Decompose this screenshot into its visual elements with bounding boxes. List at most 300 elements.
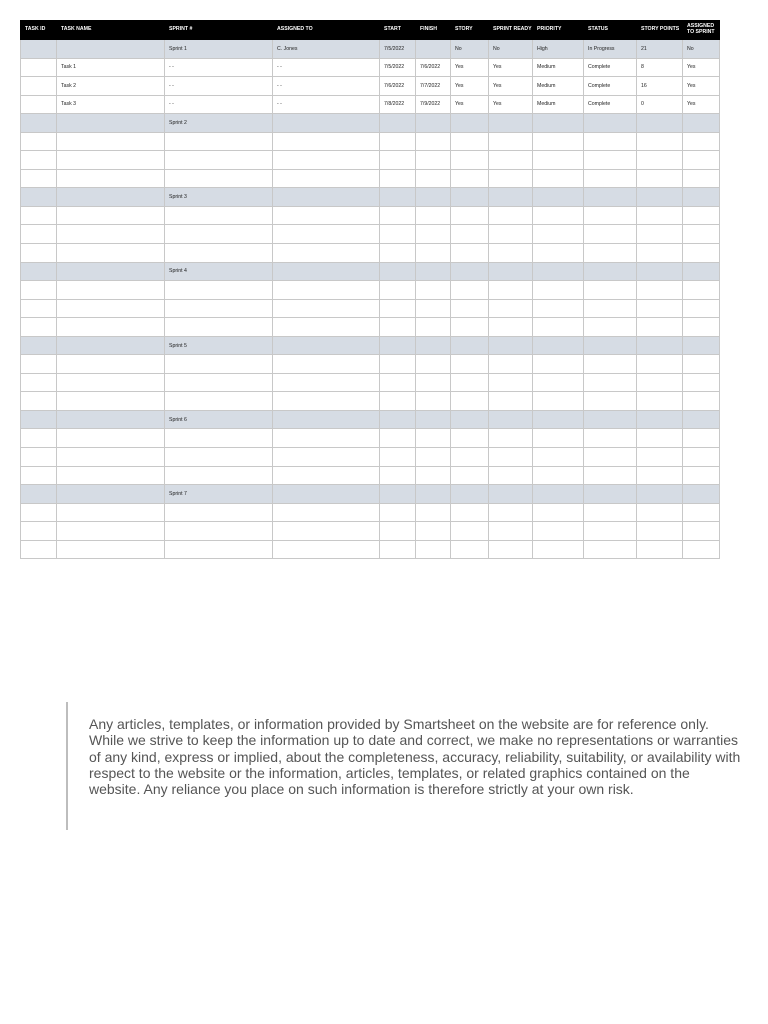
cell-assigned-to[interactable]: [273, 132, 380, 151]
cell-status[interactable]: [584, 485, 637, 504]
cell-sprint-number[interactable]: [165, 503, 273, 522]
cell-priority[interactable]: [533, 151, 584, 170]
cell-priority[interactable]: [533, 225, 584, 244]
cell-priority[interactable]: [533, 281, 584, 300]
cell-story[interactable]: [451, 114, 489, 133]
cell-task-name[interactable]: [57, 244, 165, 263]
cell-assigned-to[interactable]: - -: [273, 95, 380, 114]
cell-story-points[interactable]: [637, 169, 683, 188]
cell-start[interactable]: [380, 429, 416, 448]
cell-finish[interactable]: [416, 40, 451, 59]
cell-status[interactable]: [584, 466, 637, 485]
cell-start[interactable]: [380, 169, 416, 188]
cell-story-points[interactable]: [637, 410, 683, 429]
cell-status[interactable]: [584, 299, 637, 318]
cell-assigned-to-sprint[interactable]: Yes: [683, 58, 720, 77]
cell-task-id[interactable]: [21, 262, 57, 281]
cell-assigned-to[interactable]: [273, 299, 380, 318]
cell-assigned-to-sprint[interactable]: [683, 299, 720, 318]
cell-story-points[interactable]: 8: [637, 58, 683, 77]
cell-status[interactable]: [584, 132, 637, 151]
cell-status[interactable]: [584, 188, 637, 207]
cell-status[interactable]: [584, 262, 637, 281]
cell-sprint-ready[interactable]: Yes: [489, 58, 533, 77]
cell-assigned-to-sprint[interactable]: [683, 448, 720, 467]
cell-sprint-ready[interactable]: [489, 244, 533, 263]
cell-priority[interactable]: Medium: [533, 95, 584, 114]
cell-priority[interactable]: [533, 466, 584, 485]
cell-status[interactable]: [584, 225, 637, 244]
cell-finish[interactable]: [416, 429, 451, 448]
cell-task-id[interactable]: [21, 77, 57, 96]
cell-assigned-to-sprint[interactable]: [683, 429, 720, 448]
cell-task-id[interactable]: [21, 299, 57, 318]
cell-sprint-number[interactable]: [165, 318, 273, 337]
cell-finish[interactable]: 7/6/2022: [416, 58, 451, 77]
cell-start[interactable]: [380, 318, 416, 337]
cell-assigned-to-sprint[interactable]: [683, 114, 720, 133]
cell-sprint-ready[interactable]: [489, 429, 533, 448]
cell-task-id[interactable]: [21, 114, 57, 133]
cell-sprint-ready[interactable]: [489, 466, 533, 485]
cell-story-points[interactable]: [637, 188, 683, 207]
cell-task-name[interactable]: [57, 429, 165, 448]
cell-assigned-to-sprint[interactable]: [683, 540, 720, 559]
cell-task-id[interactable]: [21, 373, 57, 392]
cell-start[interactable]: [380, 299, 416, 318]
cell-task-id[interactable]: [21, 336, 57, 355]
cell-sprint-ready[interactable]: [489, 318, 533, 337]
cell-story[interactable]: [451, 299, 489, 318]
cell-story[interactable]: [451, 132, 489, 151]
cell-start[interactable]: 7/8/2022: [380, 95, 416, 114]
cell-finish[interactable]: [416, 206, 451, 225]
cell-status[interactable]: [584, 318, 637, 337]
cell-task-id[interactable]: [21, 244, 57, 263]
cell-assigned-to[interactable]: [273, 114, 380, 133]
cell-sprint-ready[interactable]: [489, 503, 533, 522]
cell-story-points[interactable]: [637, 485, 683, 504]
cell-sprint-number[interactable]: Sprint 6: [165, 410, 273, 429]
cell-sprint-number[interactable]: [165, 299, 273, 318]
cell-story[interactable]: [451, 355, 489, 374]
cell-start[interactable]: [380, 410, 416, 429]
cell-finish[interactable]: [416, 392, 451, 411]
cell-status[interactable]: [584, 373, 637, 392]
cell-sprint-number[interactable]: Sprint 7: [165, 485, 273, 504]
cell-task-name[interactable]: Task 1: [57, 58, 165, 77]
cell-assigned-to[interactable]: C. Jones: [273, 40, 380, 59]
cell-finish[interactable]: [416, 281, 451, 300]
cell-assigned-to[interactable]: - -: [273, 77, 380, 96]
cell-priority[interactable]: [533, 373, 584, 392]
cell-assigned-to[interactable]: [273, 281, 380, 300]
cell-sprint-number[interactable]: [165, 429, 273, 448]
cell-start[interactable]: [380, 206, 416, 225]
cell-assigned-to-sprint[interactable]: [683, 206, 720, 225]
cell-sprint-ready[interactable]: [489, 151, 533, 170]
cell-task-name[interactable]: [57, 188, 165, 207]
cell-assigned-to-sprint[interactable]: [683, 522, 720, 541]
cell-priority[interactable]: [533, 132, 584, 151]
cell-sprint-number[interactable]: Sprint 5: [165, 336, 273, 355]
cell-story[interactable]: [451, 522, 489, 541]
cell-start[interactable]: [380, 114, 416, 133]
cell-finish[interactable]: [416, 151, 451, 170]
cell-start[interactable]: [380, 448, 416, 467]
cell-task-name[interactable]: [57, 392, 165, 411]
cell-sprint-number[interactable]: [165, 244, 273, 263]
cell-assigned-to[interactable]: [273, 206, 380, 225]
cell-assigned-to[interactable]: [273, 318, 380, 337]
cell-start[interactable]: 7/5/2022: [380, 40, 416, 59]
cell-task-name[interactable]: Task 2: [57, 77, 165, 96]
cell-story-points[interactable]: [637, 373, 683, 392]
cell-story[interactable]: [451, 336, 489, 355]
cell-task-id[interactable]: [21, 188, 57, 207]
cell-sprint-ready[interactable]: [489, 373, 533, 392]
cell-status[interactable]: [584, 355, 637, 374]
cell-assigned-to-sprint[interactable]: No: [683, 40, 720, 59]
cell-status[interactable]: [584, 448, 637, 467]
cell-finish[interactable]: [416, 503, 451, 522]
cell-task-id[interactable]: [21, 392, 57, 411]
cell-finish[interactable]: [416, 336, 451, 355]
cell-finish[interactable]: [416, 522, 451, 541]
cell-status[interactable]: Complete: [584, 77, 637, 96]
cell-task-name[interactable]: [57, 225, 165, 244]
cell-story-points[interactable]: [637, 540, 683, 559]
cell-sprint-ready[interactable]: [489, 392, 533, 411]
cell-assigned-to[interactable]: [273, 448, 380, 467]
cell-story-points[interactable]: [637, 114, 683, 133]
cell-priority[interactable]: [533, 448, 584, 467]
cell-start[interactable]: 7/5/2022: [380, 58, 416, 77]
cell-priority[interactable]: [533, 540, 584, 559]
cell-task-name[interactable]: [57, 540, 165, 559]
cell-story-points[interactable]: [637, 355, 683, 374]
cell-assigned-to-sprint[interactable]: [683, 410, 720, 429]
cell-status[interactable]: [584, 206, 637, 225]
cell-story-points[interactable]: 21: [637, 40, 683, 59]
cell-sprint-ready[interactable]: [489, 114, 533, 133]
cell-task-name[interactable]: [57, 262, 165, 281]
cell-priority[interactable]: [533, 392, 584, 411]
cell-story-points[interactable]: [637, 318, 683, 337]
cell-status[interactable]: [584, 169, 637, 188]
cell-status[interactable]: [584, 540, 637, 559]
cell-task-id[interactable]: [21, 281, 57, 300]
cell-finish[interactable]: [416, 299, 451, 318]
cell-assigned-to-sprint[interactable]: [683, 281, 720, 300]
cell-sprint-number[interactable]: [165, 132, 273, 151]
cell-finish[interactable]: [416, 355, 451, 374]
cell-task-name[interactable]: [57, 410, 165, 429]
cell-status[interactable]: [584, 392, 637, 411]
cell-finish[interactable]: [416, 540, 451, 559]
cell-status[interactable]: [584, 429, 637, 448]
cell-sprint-number[interactable]: [165, 466, 273, 485]
cell-status[interactable]: [584, 410, 637, 429]
cell-story[interactable]: Yes: [451, 58, 489, 77]
cell-story-points[interactable]: [637, 132, 683, 151]
cell-task-name[interactable]: [57, 114, 165, 133]
cell-sprint-ready[interactable]: [489, 188, 533, 207]
cell-assigned-to[interactable]: [273, 485, 380, 504]
cell-story-points[interactable]: [637, 336, 683, 355]
cell-finish[interactable]: [416, 262, 451, 281]
cell-sprint-ready[interactable]: Yes: [489, 77, 533, 96]
cell-start[interactable]: [380, 336, 416, 355]
cell-assigned-to[interactable]: [273, 225, 380, 244]
cell-story-points[interactable]: 0: [637, 95, 683, 114]
cell-finish[interactable]: [416, 410, 451, 429]
cell-task-id[interactable]: [21, 466, 57, 485]
cell-task-id[interactable]: [21, 522, 57, 541]
cell-assigned-to[interactable]: [273, 392, 380, 411]
cell-story[interactable]: [451, 169, 489, 188]
cell-task-id[interactable]: [21, 151, 57, 170]
cell-task-id[interactable]: [21, 355, 57, 374]
cell-task-id[interactable]: [21, 429, 57, 448]
cell-sprint-number[interactable]: [165, 522, 273, 541]
cell-sprint-ready[interactable]: [489, 336, 533, 355]
cell-story-points[interactable]: [637, 448, 683, 467]
cell-story-points[interactable]: [637, 225, 683, 244]
cell-task-name[interactable]: [57, 336, 165, 355]
cell-sprint-number[interactable]: [165, 540, 273, 559]
cell-assigned-to-sprint[interactable]: [683, 188, 720, 207]
cell-task-name[interactable]: [57, 206, 165, 225]
cell-assigned-to-sprint[interactable]: [683, 318, 720, 337]
cell-task-name[interactable]: [57, 522, 165, 541]
cell-start[interactable]: [380, 373, 416, 392]
cell-priority[interactable]: [533, 318, 584, 337]
cell-task-name[interactable]: [57, 299, 165, 318]
cell-priority[interactable]: Medium: [533, 58, 584, 77]
cell-sprint-ready[interactable]: [489, 225, 533, 244]
cell-story[interactable]: [451, 503, 489, 522]
cell-task-name[interactable]: [57, 373, 165, 392]
cell-story[interactable]: [451, 466, 489, 485]
cell-sprint-number[interactable]: [165, 206, 273, 225]
cell-assigned-to-sprint[interactable]: [683, 225, 720, 244]
cell-sprint-number[interactable]: - -: [165, 95, 273, 114]
cell-task-name[interactable]: [57, 355, 165, 374]
cell-finish[interactable]: [416, 132, 451, 151]
cell-sprint-number[interactable]: [165, 355, 273, 374]
cell-assigned-to[interactable]: [273, 503, 380, 522]
cell-sprint-ready[interactable]: [489, 522, 533, 541]
cell-sprint-number[interactable]: - -: [165, 77, 273, 96]
cell-sprint-number[interactable]: [165, 373, 273, 392]
cell-task-id[interactable]: [21, 503, 57, 522]
cell-finish[interactable]: [416, 485, 451, 504]
cell-story[interactable]: [451, 410, 489, 429]
cell-status[interactable]: [584, 281, 637, 300]
cell-priority[interactable]: [533, 299, 584, 318]
cell-task-id[interactable]: [21, 58, 57, 77]
cell-status[interactable]: In Progress: [584, 40, 637, 59]
cell-finish[interactable]: 7/9/2022: [416, 95, 451, 114]
cell-story-points[interactable]: [637, 244, 683, 263]
cell-task-id[interactable]: [21, 448, 57, 467]
cell-task-id[interactable]: [21, 540, 57, 559]
cell-sprint-ready[interactable]: [489, 206, 533, 225]
cell-start[interactable]: [380, 355, 416, 374]
cell-assigned-to-sprint[interactable]: [683, 244, 720, 263]
cell-sprint-number[interactable]: [165, 448, 273, 467]
cell-sprint-ready[interactable]: [489, 448, 533, 467]
cell-start[interactable]: [380, 244, 416, 263]
cell-finish[interactable]: [416, 448, 451, 467]
cell-sprint-number[interactable]: [165, 151, 273, 170]
cell-sprint-number[interactable]: - -: [165, 58, 273, 77]
cell-assigned-to-sprint[interactable]: [683, 336, 720, 355]
cell-story[interactable]: [451, 188, 489, 207]
cell-priority[interactable]: [533, 355, 584, 374]
cell-assigned-to-sprint[interactable]: [683, 466, 720, 485]
cell-start[interactable]: [380, 522, 416, 541]
cell-task-id[interactable]: [21, 132, 57, 151]
cell-task-name[interactable]: [57, 448, 165, 467]
cell-story[interactable]: Yes: [451, 95, 489, 114]
cell-task-id[interactable]: [21, 410, 57, 429]
cell-sprint-ready[interactable]: [489, 355, 533, 374]
cell-start[interactable]: [380, 503, 416, 522]
cell-start[interactable]: [380, 132, 416, 151]
cell-assigned-to[interactable]: [273, 244, 380, 263]
cell-sprint-ready[interactable]: [489, 169, 533, 188]
cell-finish[interactable]: [416, 373, 451, 392]
cell-finish[interactable]: [416, 466, 451, 485]
cell-priority[interactable]: [533, 169, 584, 188]
cell-finish[interactable]: 7/7/2022: [416, 77, 451, 96]
cell-story[interactable]: [451, 485, 489, 504]
cell-sprint-ready[interactable]: [489, 281, 533, 300]
cell-start[interactable]: [380, 281, 416, 300]
cell-story[interactable]: [451, 244, 489, 263]
cell-start[interactable]: [380, 392, 416, 411]
cell-sprint-number[interactable]: Sprint 3: [165, 188, 273, 207]
cell-story[interactable]: [451, 225, 489, 244]
cell-story[interactable]: [451, 151, 489, 170]
cell-story-points[interactable]: [637, 206, 683, 225]
cell-sprint-number[interactable]: [165, 225, 273, 244]
cell-assigned-to-sprint[interactable]: [683, 392, 720, 411]
cell-finish[interactable]: [416, 114, 451, 133]
cell-task-name[interactable]: [57, 132, 165, 151]
cell-start[interactable]: [380, 466, 416, 485]
cell-task-name[interactable]: [57, 169, 165, 188]
cell-sprint-ready[interactable]: [489, 132, 533, 151]
cell-story-points[interactable]: [637, 151, 683, 170]
cell-start[interactable]: [380, 188, 416, 207]
cell-sprint-number[interactable]: Sprint 4: [165, 262, 273, 281]
cell-assigned-to-sprint[interactable]: [683, 355, 720, 374]
cell-story-points[interactable]: 16: [637, 77, 683, 96]
cell-story[interactable]: [451, 540, 489, 559]
cell-priority[interactable]: [533, 244, 584, 263]
cell-story-points[interactable]: [637, 503, 683, 522]
cell-finish[interactable]: [416, 225, 451, 244]
cell-story[interactable]: [451, 262, 489, 281]
cell-story-points[interactable]: [637, 392, 683, 411]
cell-priority[interactable]: [533, 114, 584, 133]
cell-assigned-to[interactable]: [273, 429, 380, 448]
cell-assigned-to[interactable]: [273, 262, 380, 281]
cell-assigned-to[interactable]: [273, 410, 380, 429]
cell-status[interactable]: [584, 244, 637, 263]
cell-story[interactable]: [451, 281, 489, 300]
cell-priority[interactable]: [533, 262, 584, 281]
cell-sprint-ready[interactable]: [489, 540, 533, 559]
cell-assigned-to-sprint[interactable]: [683, 485, 720, 504]
cell-story[interactable]: [451, 429, 489, 448]
cell-assigned-to[interactable]: [273, 151, 380, 170]
cell-sprint-ready[interactable]: Yes: [489, 95, 533, 114]
cell-status[interactable]: [584, 336, 637, 355]
cell-finish[interactable]: [416, 188, 451, 207]
cell-start[interactable]: [380, 225, 416, 244]
cell-assigned-to[interactable]: [273, 466, 380, 485]
cell-status[interactable]: Complete: [584, 58, 637, 77]
cell-assigned-to[interactable]: [273, 169, 380, 188]
cell-start[interactable]: [380, 485, 416, 504]
cell-sprint-ready[interactable]: [489, 299, 533, 318]
cell-priority[interactable]: High: [533, 40, 584, 59]
cell-story[interactable]: [451, 373, 489, 392]
cell-start[interactable]: 7/6/2022: [380, 77, 416, 96]
cell-task-name[interactable]: [57, 503, 165, 522]
cell-task-name[interactable]: Task 3: [57, 95, 165, 114]
cell-story[interactable]: [451, 448, 489, 467]
cell-sprint-number[interactable]: Sprint 1: [165, 40, 273, 59]
cell-assigned-to[interactable]: [273, 188, 380, 207]
cell-priority[interactable]: [533, 206, 584, 225]
cell-assigned-to-sprint[interactable]: Yes: [683, 95, 720, 114]
cell-assigned-to-sprint[interactable]: [683, 151, 720, 170]
cell-task-name[interactable]: [57, 151, 165, 170]
cell-assigned-to-sprint[interactable]: [683, 373, 720, 392]
cell-finish[interactable]: [416, 318, 451, 337]
cell-story[interactable]: Yes: [451, 77, 489, 96]
cell-finish[interactable]: [416, 244, 451, 263]
cell-story-points[interactable]: [637, 522, 683, 541]
cell-priority[interactable]: Medium: [533, 77, 584, 96]
cell-assigned-to-sprint[interactable]: [683, 503, 720, 522]
cell-sprint-number[interactable]: [165, 169, 273, 188]
cell-priority[interactable]: [533, 410, 584, 429]
cell-assigned-to[interactable]: [273, 540, 380, 559]
cell-story[interactable]: No: [451, 40, 489, 59]
cell-task-id[interactable]: [21, 206, 57, 225]
cell-sprint-ready[interactable]: No: [489, 40, 533, 59]
cell-sprint-number[interactable]: Sprint 2: [165, 114, 273, 133]
cell-assigned-to-sprint[interactable]: [683, 132, 720, 151]
cell-start[interactable]: [380, 262, 416, 281]
cell-task-id[interactable]: [21, 40, 57, 59]
cell-task-id[interactable]: [21, 169, 57, 188]
cell-status[interactable]: [584, 522, 637, 541]
cell-story[interactable]: [451, 392, 489, 411]
cell-priority[interactable]: [533, 336, 584, 355]
cell-priority[interactable]: [533, 429, 584, 448]
cell-story-points[interactable]: [637, 429, 683, 448]
cell-sprint-ready[interactable]: [489, 485, 533, 504]
cell-assigned-to[interactable]: [273, 373, 380, 392]
cell-assigned-to-sprint[interactable]: Yes: [683, 77, 720, 96]
